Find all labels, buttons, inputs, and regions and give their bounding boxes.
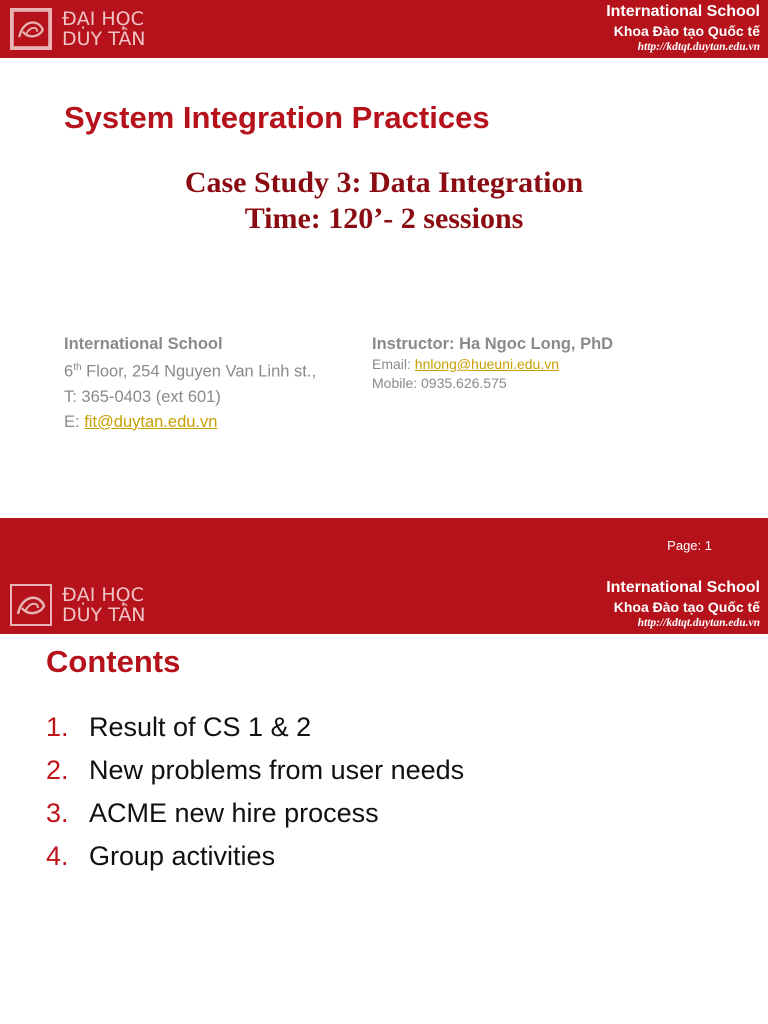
slide-header xyxy=(0,576,768,634)
logo-text-line1: ĐẠI HỌC xyxy=(62,584,144,606)
school-name-vn: Khoa Đào tạo Quốc tế xyxy=(613,23,760,39)
item-text: Result of CS 1 & 2 xyxy=(89,712,312,742)
floor-number: 6 xyxy=(64,362,74,381)
address-line xyxy=(64,355,364,385)
page-number: Page: 1 xyxy=(667,538,712,553)
university-logo xyxy=(10,8,146,50)
item-number: 2. xyxy=(46,755,69,785)
school-name: International School xyxy=(606,3,760,20)
school-url[interactable]: http://kdtqt.duytan.edu.vn xyxy=(637,41,760,53)
item-number: 1. xyxy=(46,712,69,742)
university-logo xyxy=(10,584,146,626)
slide-2 xyxy=(0,576,768,1024)
school-url[interactable]: http://kdtqt.duytan.edu.vn xyxy=(637,617,760,629)
contact-heading: International School xyxy=(64,335,223,353)
item-text: ACME new hire process xyxy=(89,798,379,828)
school-name: International School xyxy=(606,579,760,596)
school-email-link[interactable]: fit@duytan.edu.vn xyxy=(84,412,218,431)
slide-header xyxy=(0,0,768,58)
school-contact-block xyxy=(64,333,364,435)
logo-text-line2: DUY TÂN xyxy=(62,28,146,50)
email-line xyxy=(64,410,364,435)
slide-title: System Integration Practices xyxy=(64,100,490,135)
instructor-email-line xyxy=(372,355,752,374)
school-name-vn: Khoa Đào tạo Quốc tế xyxy=(613,599,760,615)
case-study-subtitle: Case Study 3: Data Integration xyxy=(184,166,584,199)
time-subtitle: Time: 120’- 2 sessions xyxy=(244,202,524,235)
logo-text-line1: ĐẠI HỌC xyxy=(62,8,144,30)
instructor-heading: Instructor: Ha Ngoc Long, PhD xyxy=(372,335,614,353)
instructor-email-label: Email: xyxy=(372,356,415,372)
address-text: Floor, 254 Nguyen Van Linh st., xyxy=(81,362,317,381)
logo-text-line2: DUY TÂN xyxy=(62,604,146,626)
instructor-block xyxy=(372,333,752,393)
item-text: New problems from user needs xyxy=(89,755,465,785)
instructor-mobile: Mobile: 0935.626.575 xyxy=(372,375,507,391)
item-number: 4. xyxy=(46,841,69,871)
instructor-email-link[interactable]: hnlong@hueuni.edu.vn xyxy=(414,356,560,372)
logo-emblem-icon xyxy=(10,8,52,50)
logo-emblem-icon xyxy=(10,584,52,626)
floor-suffix: th xyxy=(73,362,82,373)
item-number: 3. xyxy=(46,798,69,828)
slide-footer xyxy=(0,518,768,576)
email-label: E: xyxy=(64,412,85,431)
contents-title: Contents xyxy=(46,644,181,679)
item-text: Group activities xyxy=(89,841,276,871)
phone-line: T: 365-0403 (ext 601) xyxy=(64,387,221,406)
